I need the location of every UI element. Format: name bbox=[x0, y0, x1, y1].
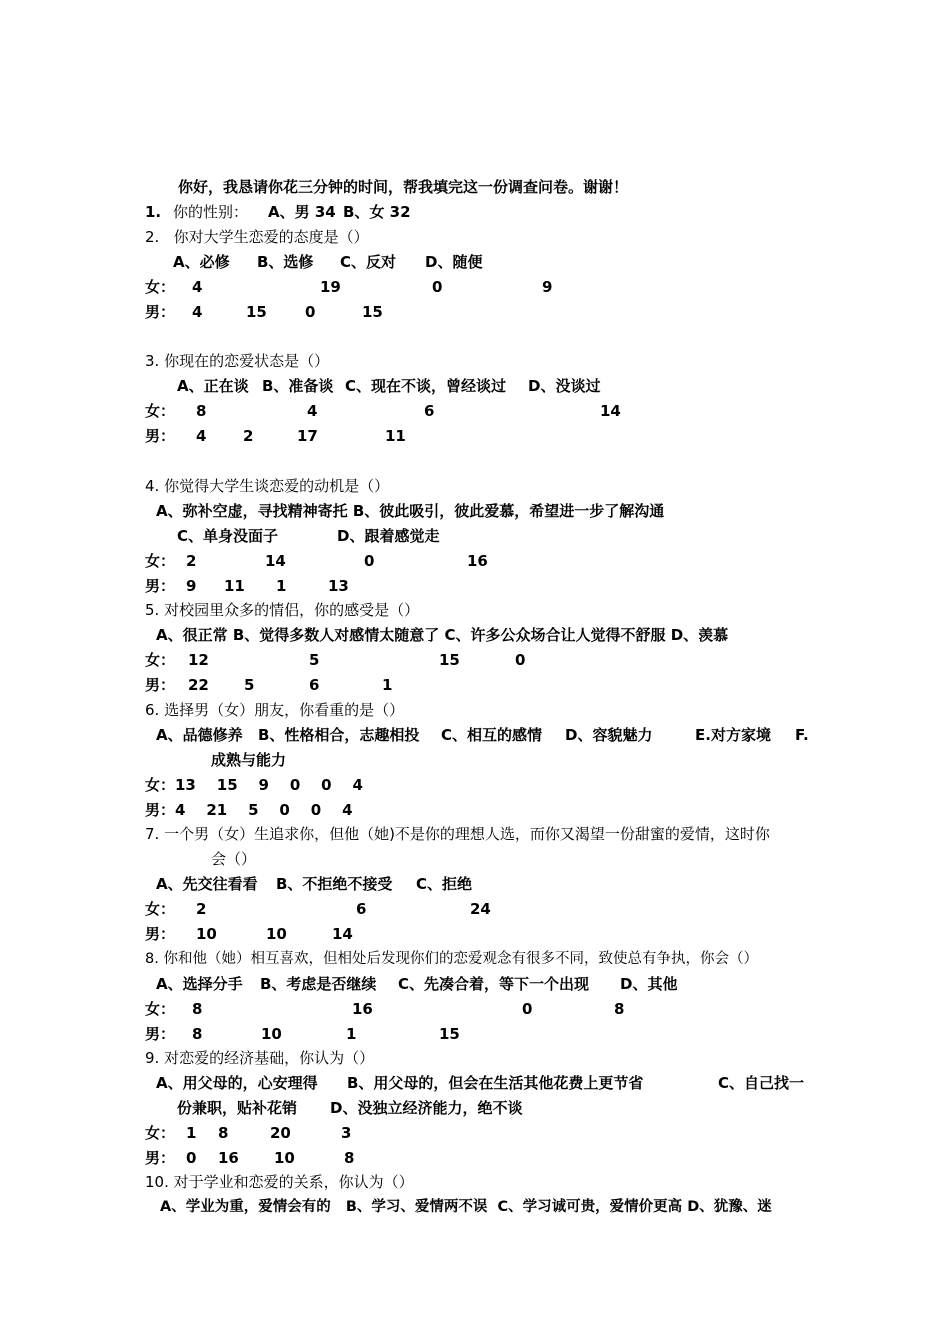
q6-option-b: B、性格相合，志趣相投 bbox=[258, 726, 420, 744]
q4-male-b: 11 bbox=[224, 577, 245, 595]
q8-option-c: C、先凑合着，等下一个出现 bbox=[398, 975, 590, 993]
q8-male-d: 15 bbox=[439, 1025, 460, 1043]
q2-female-a: 4 bbox=[192, 278, 203, 296]
q4-female-a: 2 bbox=[186, 552, 197, 570]
q3-text: 3. 你现在的恋爱状态是（） bbox=[145, 352, 330, 370]
q4-option-c: C、单身没面子 bbox=[177, 527, 279, 545]
q9-female-c: 20 bbox=[270, 1124, 291, 1142]
q4-female-c: 0 bbox=[364, 552, 375, 570]
q2-male-b: 15 bbox=[246, 303, 267, 321]
q10-options: A、学业为重，爱情会有的 B、学习、爱情两不误 C、学习诚可贵，爱情价更高 D、犹豫、迷 bbox=[160, 1199, 772, 1215]
q5-male-a: 22 bbox=[188, 676, 209, 694]
q5-male-d: 1 bbox=[382, 676, 393, 694]
q3-male-d: 11 bbox=[385, 427, 406, 445]
q5-male-label: 男： bbox=[145, 676, 176, 694]
q9-female-label: 女： bbox=[145, 1124, 176, 1142]
q10-text: 10. 对于学业和恋爱的关系，你认为（） bbox=[145, 1173, 414, 1191]
q6-text: 6. 选择男（女）朋友，你看重的是（） bbox=[145, 701, 405, 719]
q9-option-c-cont: 份兼职，贴补花销 bbox=[177, 1099, 298, 1117]
q9-male-c: 10 bbox=[274, 1149, 295, 1167]
q2-female-c: 0 bbox=[432, 278, 443, 296]
q7-text-line1: 7. 一个男（女）生追求你，但他（她)不是你的理想人选，而你又渴望一份甜蜜的爱情，这时你 bbox=[145, 825, 770, 843]
q2-male-c: 0 bbox=[305, 303, 316, 321]
q3-male-label: 男： bbox=[145, 427, 176, 445]
q3-male-a: 4 bbox=[196, 427, 207, 445]
q4-male-label: 男： bbox=[145, 577, 176, 595]
q6-option-f-text: 成熟与能力 bbox=[211, 751, 287, 769]
q6-option-f: F. bbox=[795, 726, 809, 744]
q5-options: A、很正常 B、觉得多数人对感情太随意了 C、许多公众场合让人觉得不舒服 D、羡慕 bbox=[156, 626, 729, 644]
q7-female-a: 2 bbox=[196, 900, 207, 918]
q1-number: 1. bbox=[145, 203, 162, 221]
q8-option-b: B、考虑是否继续 bbox=[260, 975, 377, 993]
q4-option-d: D、跟着感觉走 bbox=[337, 527, 440, 545]
q9-option-a: A、用父母的，心安理得 bbox=[156, 1074, 318, 1092]
q4-male-d: 13 bbox=[328, 577, 349, 595]
q3-option-a: A、正在谈 bbox=[177, 377, 249, 395]
q9-male-a: 0 bbox=[186, 1149, 197, 1167]
q3-female-label: 女： bbox=[145, 402, 176, 420]
q4-female-b: 14 bbox=[265, 552, 286, 570]
q3-female-d: 14 bbox=[600, 402, 621, 420]
q1-option-b: B、女 32 bbox=[343, 203, 411, 221]
q2-option-b: B、选修 bbox=[257, 253, 314, 271]
q5-male-c: 6 bbox=[309, 676, 320, 694]
q9-male-label: 男： bbox=[145, 1149, 176, 1167]
q7-option-a: A、先交往看看 bbox=[156, 875, 258, 893]
q8-option-a: A、选择分手 bbox=[156, 975, 243, 993]
q3-female-a: 8 bbox=[196, 402, 207, 420]
q2-text: 2. 你对大学生恋爱的态度是（） bbox=[145, 228, 369, 246]
q9-text: 9. 对恋爱的经济基础，你认为（） bbox=[145, 1049, 375, 1067]
q6-option-e: E.对方家境 bbox=[695, 726, 771, 744]
q8-female-b: 16 bbox=[352, 1000, 373, 1018]
q9-male-b: 16 bbox=[218, 1149, 239, 1167]
survey-intro: 你好，我恳请你花三分钟的时间，帮我填完这一份调查问卷。谢谢！ bbox=[178, 178, 629, 196]
q4-female-d: 16 bbox=[467, 552, 488, 570]
q2-male-a: 4 bbox=[192, 303, 203, 321]
q3-male-b: 2 bbox=[243, 427, 254, 445]
q8-female-label: 女： bbox=[145, 1000, 176, 1018]
q6-female-row: 女：13 15 9 0 0 4 bbox=[145, 776, 363, 794]
q3-female-c: 6 bbox=[424, 402, 435, 420]
q8-male-c: 1 bbox=[346, 1025, 357, 1043]
q7-female-label: 女： bbox=[145, 900, 176, 918]
q8-text: 8. 你和他（她）相互喜欢，但相处后发现你们的恋爱观念有很多不同，致使总有争执，你会（） bbox=[145, 951, 758, 967]
q9-option-c: C、自己找一 bbox=[718, 1074, 805, 1092]
q2-option-a: A、必修 bbox=[173, 253, 230, 271]
q2-male-label: 男： bbox=[145, 303, 176, 321]
q8-male-b: 10 bbox=[261, 1025, 282, 1043]
q7-male-a: 10 bbox=[196, 925, 217, 943]
q2-male-d: 15 bbox=[362, 303, 383, 321]
q2-female-label: 女： bbox=[145, 278, 176, 296]
q5-female-label: 女： bbox=[145, 651, 176, 669]
q9-female-a: 1 bbox=[186, 1124, 197, 1142]
q5-female-c: 15 bbox=[439, 651, 460, 669]
q2-female-b: 19 bbox=[320, 278, 341, 296]
q8-female-d: 8 bbox=[614, 1000, 625, 1018]
q4-male-a: 9 bbox=[186, 577, 197, 595]
q7-option-b: B、不拒绝不接受 bbox=[276, 875, 393, 893]
q8-option-d: D、其他 bbox=[620, 975, 678, 993]
q8-male-a: 8 bbox=[192, 1025, 203, 1043]
q4-options-ab: A、弥补空虚，寻找精神寄托 B、彼此吸引，彼此爱慕，希望进一步了解沟通 bbox=[156, 502, 665, 520]
q6-option-d: D、容貌魅力 bbox=[565, 726, 653, 744]
q5-female-a: 12 bbox=[188, 651, 209, 669]
q3-option-c: C、现在不谈，曾经谈过 bbox=[345, 377, 507, 395]
q4-text: 4. 你觉得大学生谈恋爱的动机是（） bbox=[145, 477, 390, 495]
q5-male-b: 5 bbox=[244, 676, 255, 694]
q5-text: 5. 对校园里众多的情侣，你的感受是（） bbox=[145, 601, 420, 619]
q9-option-d: D、没独立经济能力，绝不谈 bbox=[330, 1099, 523, 1117]
q6-option-c: C、相互的感情 bbox=[441, 726, 543, 744]
q4-male-c: 1 bbox=[276, 577, 287, 595]
q7-female-b: 6 bbox=[356, 900, 367, 918]
q1-option-a: A、男 34 bbox=[268, 203, 336, 221]
q2-option-c: C、反对 bbox=[340, 253, 397, 271]
q7-option-c: C、拒绝 bbox=[416, 875, 473, 893]
q3-option-b: B、准备谈 bbox=[262, 377, 334, 395]
q7-male-c: 14 bbox=[332, 925, 353, 943]
q8-male-label: 男： bbox=[145, 1025, 176, 1043]
q5-female-b: 5 bbox=[309, 651, 320, 669]
q7-text-line2: 会（） bbox=[211, 850, 257, 868]
q2-option-d: D、随便 bbox=[425, 253, 483, 271]
q6-male-row: 男：4 21 5 0 0 4 bbox=[145, 801, 353, 819]
q8-female-a: 8 bbox=[192, 1000, 203, 1018]
q9-female-d: 3 bbox=[341, 1124, 352, 1142]
q1-text: 你的性别： bbox=[173, 203, 249, 221]
q7-male-label: 男： bbox=[145, 925, 176, 943]
q3-option-d: D、没谈过 bbox=[528, 377, 601, 395]
q8-female-c: 0 bbox=[522, 1000, 533, 1018]
q9-female-b: 8 bbox=[218, 1124, 229, 1142]
q3-female-b: 4 bbox=[307, 402, 318, 420]
q9-option-b: B、用父母的，但会在生活其他花费上更节省 bbox=[347, 1074, 644, 1092]
q6-option-a: A、品德修养 bbox=[156, 726, 243, 744]
q5-female-d: 0 bbox=[515, 651, 526, 669]
q2-female-d: 9 bbox=[542, 278, 553, 296]
q7-male-b: 10 bbox=[266, 925, 287, 943]
q4-female-label: 女： bbox=[145, 552, 176, 570]
q7-female-c: 24 bbox=[470, 900, 491, 918]
q3-male-c: 17 bbox=[297, 427, 318, 445]
q9-male-d: 8 bbox=[344, 1149, 355, 1167]
